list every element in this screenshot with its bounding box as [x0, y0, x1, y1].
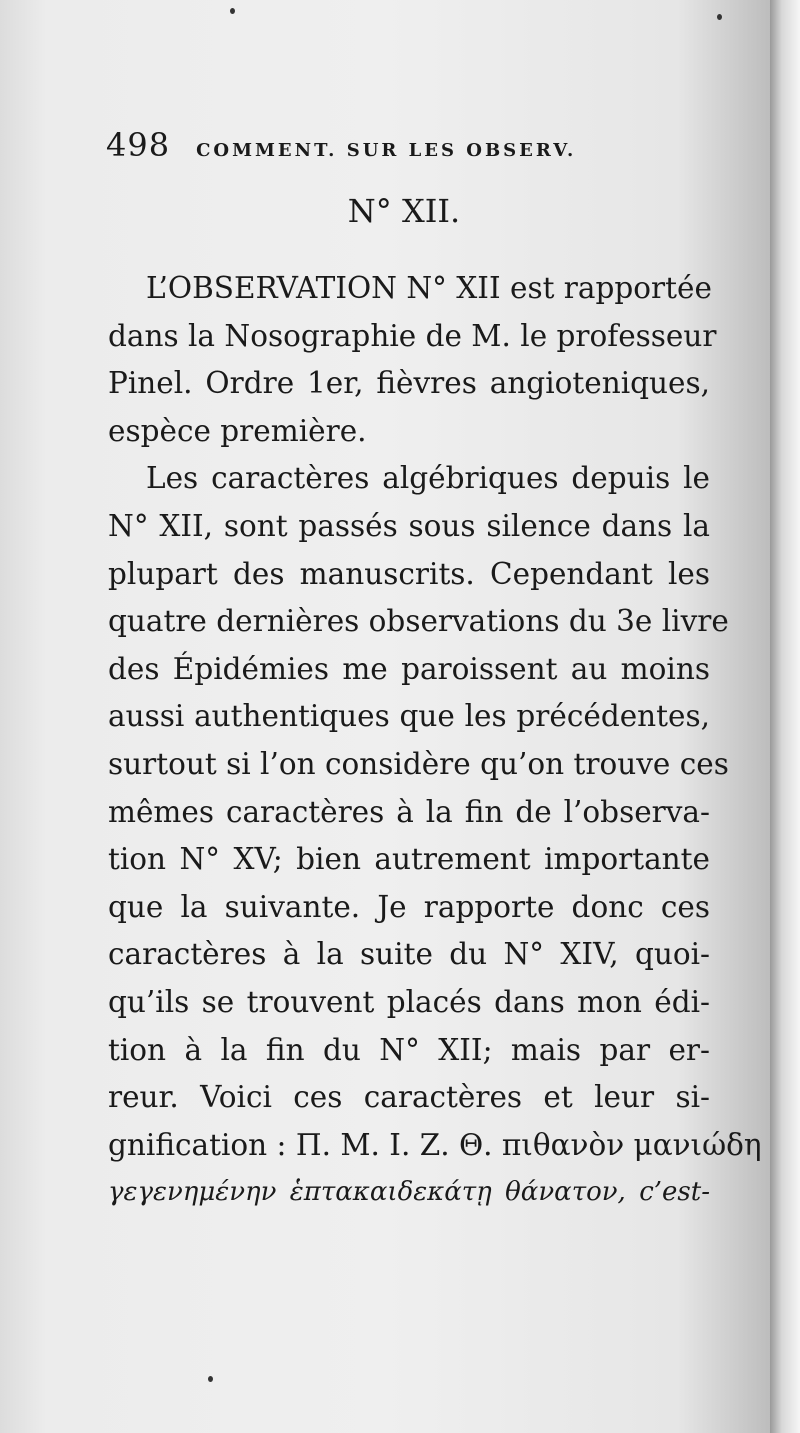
section-title: N° XII.	[347, 192, 461, 230]
print-speck	[208, 1376, 213, 1382]
text-line: dans la Nosographie de M. le professeur	[108, 318, 717, 353]
print-speck	[230, 8, 235, 14]
text-line: caractères à la suite du N° XIV, quoi-	[108, 937, 710, 972]
page-header	[106, 126, 626, 164]
running-head: COMMENT. SUR LES OBSERV.	[196, 140, 577, 161]
text-line: aussi authentiques que les précédentes,	[108, 699, 710, 734]
text-line: mêmes caractères à la fin de l’observa-	[108, 794, 710, 829]
text-line: reur. Voici ces caractères et leur si-	[108, 1080, 710, 1115]
text-line: qu’ils se trouvent placés dans mon édi-	[108, 984, 710, 1019]
body-text	[108, 265, 762, 1217]
text-line: L’OBSERVATION N° XII est rapportée	[146, 271, 712, 305]
text-line: que la suivante. Je rapporte donc ces	[108, 889, 710, 924]
text-line: gnification : Π. Μ. Ι. Ζ. Θ. πιθανὸν μανιώδη	[108, 1127, 762, 1162]
text-line-greek: γεγενημένην ἑπτακαιδεκάτῃ θάνατον, c’est-	[108, 1177, 710, 1208]
text-line: tion à la fin du N° XII; mais par er-	[108, 1032, 710, 1067]
text-line: espèce première.	[108, 413, 367, 448]
text-line: N° XII, sont passés sous silence dans la	[108, 508, 710, 543]
text-line: surtout si l’on considère qu’on trouve ces	[108, 746, 729, 781]
text-line: Les caractères algébriques depuis le	[146, 461, 710, 496]
page-number: 498	[106, 126, 171, 164]
text-line: quatre dernières observations du 3e livre	[108, 604, 729, 639]
text-line: plupart des manuscrits. Cependant les	[108, 556, 710, 591]
text-line: des Épidémies me paroissent au moins	[108, 651, 710, 686]
text-line: tion N° XV; bien autrement importante	[108, 842, 710, 877]
print-speck	[717, 14, 722, 20]
text-line: Pinel. Ordre 1er, fièvres angioteniques,	[108, 366, 710, 401]
